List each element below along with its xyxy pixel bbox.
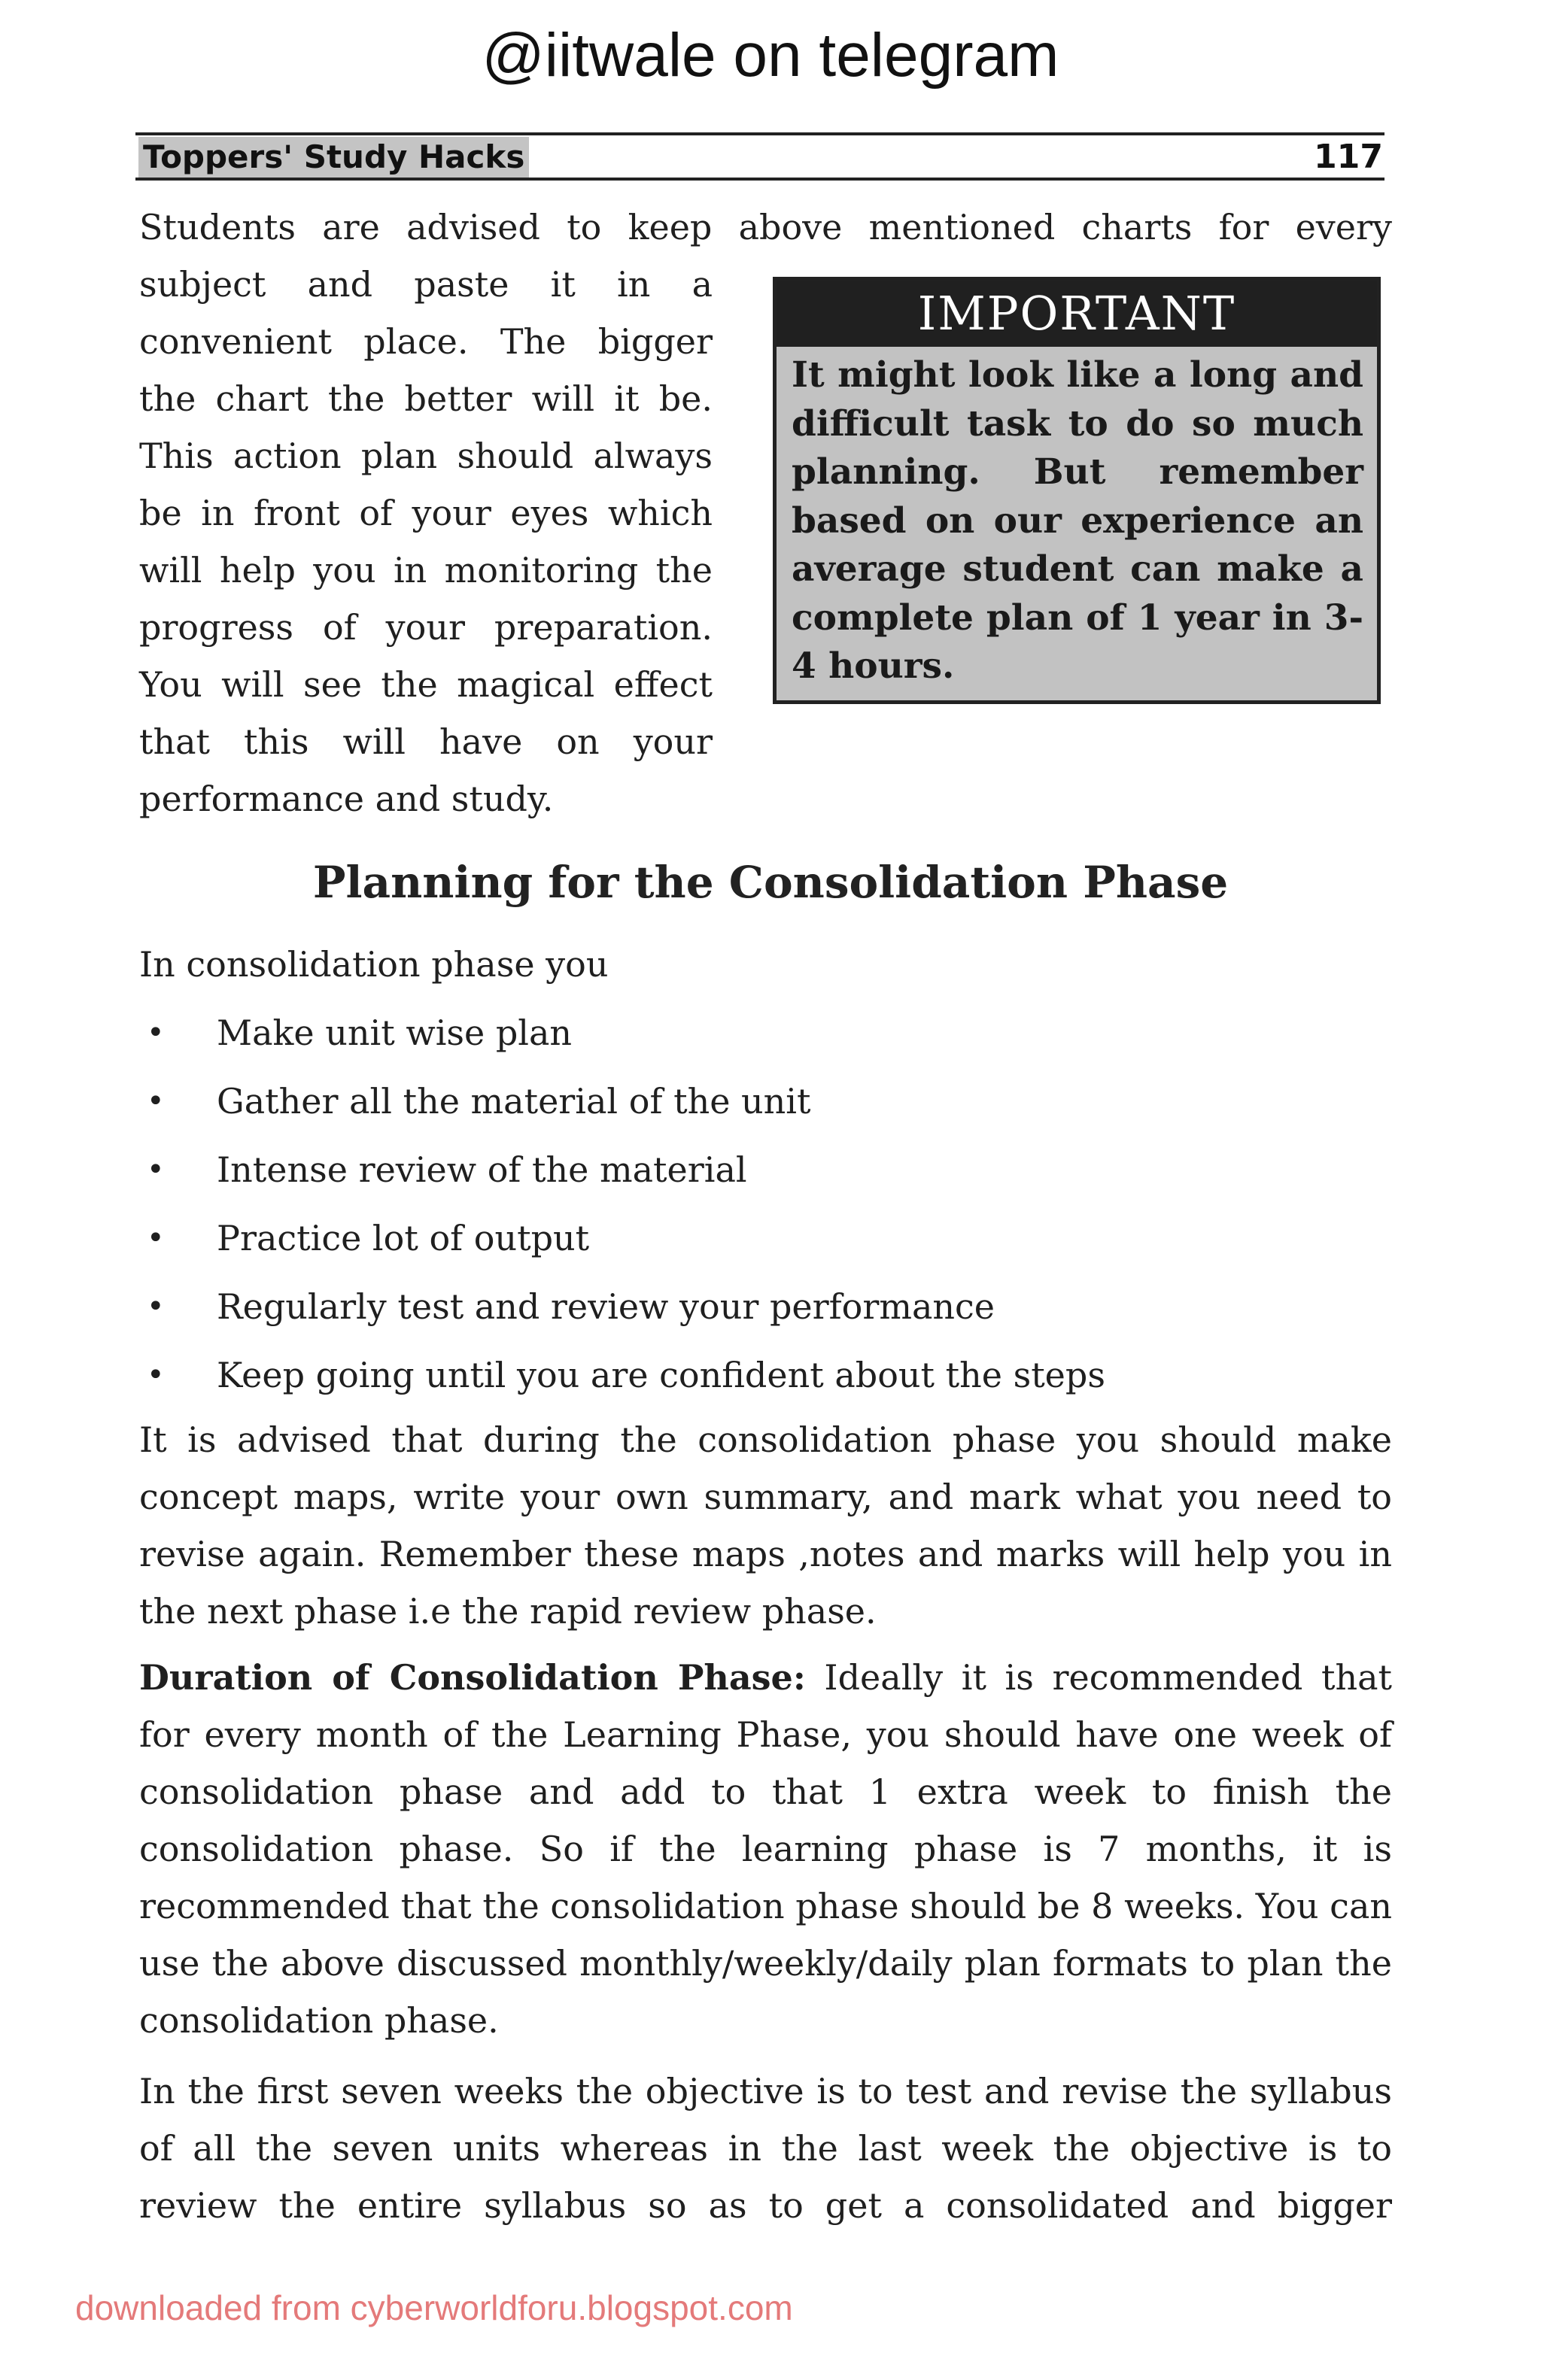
- watermark-top: @iitwale on telegram: [482, 21, 1059, 90]
- book-title: Toppers' Study Hacks: [138, 137, 529, 178]
- bullet-icon: •: [147, 1084, 165, 1119]
- duration-text: Ideally it is recommended that for every month of the Learning Phase, you should have one week of consolidation phase and add to that 1 extra week to finish the consolidation phase. So if the learning phase is 7 months, it is recommended that the consolidation phase should be 8 weeks. You can use the above discussed monthly/weekly/daily plan formats to plan the consolidation phase.: [139, 1657, 1392, 2041]
- important-box-body: It might look like a long and difficult task to do so much planning. But remember based on our experience an average student can make a complete plan of 1 year in 3-4 hours.: [792, 354, 1363, 687]
- list-item: • Keep going until you are confident about the steps: [139, 1341, 1343, 1410]
- list-item: • Practice lot of output: [139, 1204, 1343, 1273]
- intro-paragraph: subject and paste it in a convenient place. The bigger the chart the better will it be. This action plan should always be in front of your eyes which will help you in monitoring the progress of your preparation. You will see the magical effect that this will have on your performance and study.: [139, 264, 713, 819]
- bullet-list: [139, 999, 1343, 1410]
- page-number: 117: [1314, 138, 1383, 176]
- section-intro: In consolidation phase you: [139, 944, 609, 985]
- important-box-title: IMPORTANT: [777, 281, 1377, 347]
- weeks-paragraph: In the first seven weeks the objective is to test and revise the syllabus of all the seven units whereas in the last week the objective is to review the entire syllabus so as to get a consolidated and bigger: [139, 2071, 1392, 2226]
- advice-paragraph: It is advised that during the consolidation phase you should make concept maps, write your own summary, and mark what you need to revise again. Remember these maps ,notes and marks will help you in the next phase i.e the rapid review phase.: [139, 1419, 1392, 1632]
- list-item: • Gather all the material of the unit: [139, 1067, 1343, 1136]
- bullet-icon: •: [147, 1015, 165, 1050]
- important-box: [773, 277, 1381, 704]
- bullet-icon: •: [147, 1289, 165, 1324]
- watermark-bottom: downloaded from cyberworldforu.blogspot.com: [75, 2288, 793, 2327]
- duration-label: Duration of Consolidation Phase:: [139, 1657, 806, 1698]
- duration-paragraph: [139, 1649, 1392, 2049]
- bullet-icon: •: [147, 1358, 165, 1392]
- bullet-icon: •: [147, 1152, 165, 1187]
- section-heading: Planning for the Consolidation Phase: [312, 857, 1229, 908]
- list-item: • Regularly test and review your performance: [139, 1273, 1343, 1341]
- bullet-icon: •: [147, 1221, 165, 1255]
- intro-first-line: Students are advised to keep above mentioned charts for every: [139, 207, 1392, 247]
- list-item: • Intense review of the material: [139, 1136, 1343, 1204]
- page-header: [135, 132, 1384, 181]
- list-item: • Make unit wise plan: [139, 999, 1343, 1067]
